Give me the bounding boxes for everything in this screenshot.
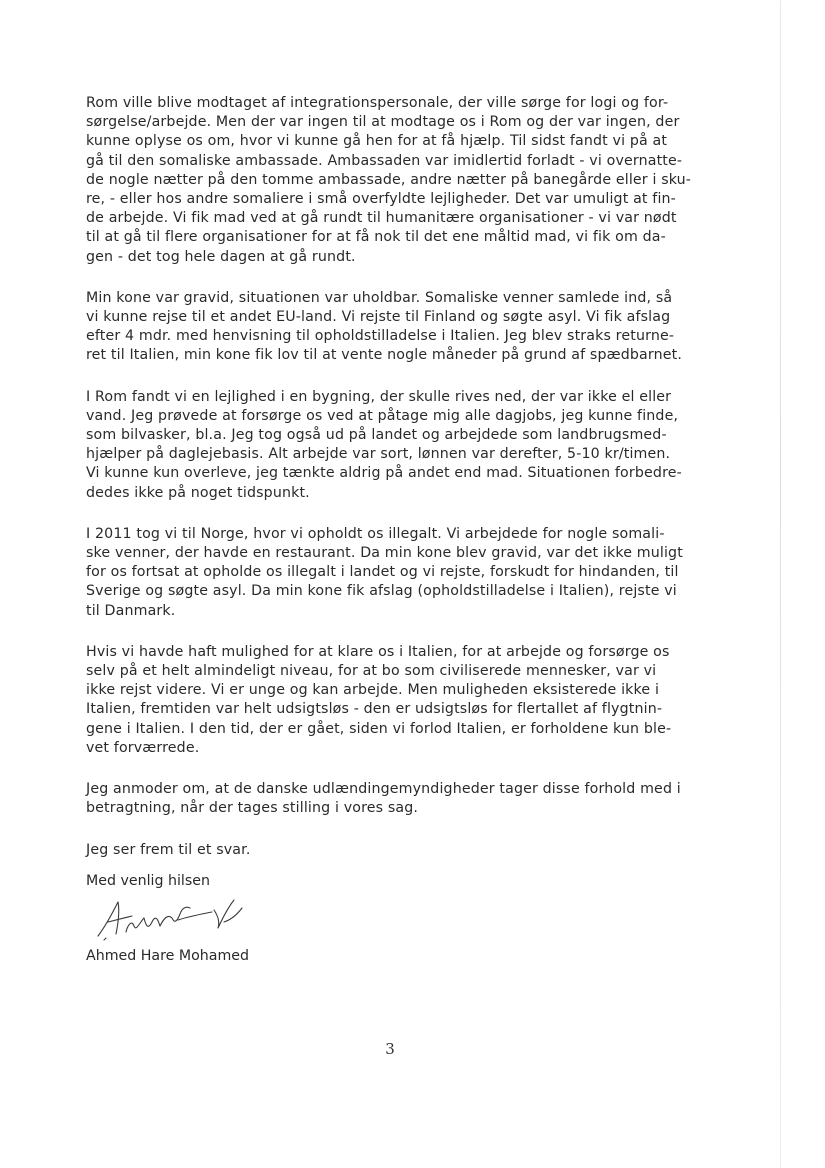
text-line: Min kone var gravid, situationen var uholdbar. Somaliske venner samlede ind, så: [86, 289, 673, 306]
paragraph: [86, 643, 726, 758]
text-line: sørgelse/arbejde. Men der var ingen til at modtage os i Rom og der var ingen, der: [86, 114, 680, 131]
text-line: ske venner, der havde en restaurant. Da min kone blev gravid, var det ikke muligt: [86, 545, 683, 562]
paragraph: [86, 289, 726, 366]
text-line: til Danmark.: [86, 602, 176, 619]
text-line: vand. Jeg prøvede at forsørge os ved at påtage mig alle dagjobs, jeg kunne finde,: [86, 407, 679, 424]
closing-salutation: Med venlig hilsen: [86, 873, 210, 889]
text-line: kunne oplyse os om, hvor vi kunne gå hen for at få hjælp. Til sidst fandt vi på at: [86, 133, 668, 150]
paragraph: [86, 780, 726, 818]
text-line: hjælper på daglejebasis. Alt arbejde var sort, lønnen var derefter, 5-10 kr/timen.: [86, 446, 671, 463]
text-line: Sverige og søgte asyl. Da min kone fik afslag (opholdstilladelse i Italien), rejste vi: [86, 583, 677, 600]
text-line: de arbejde. Vi fik mad ved at gå rundt til humanitære organisationer - vi var nødt: [86, 210, 677, 227]
text-line: I 2011 tog vi til Norge, hvor vi opholdt os illegalt. Vi arbejdede for nogle somali-: [86, 525, 665, 542]
text-line: I Rom fandt vi en lejlighed i en bygning, der skulle rives ned, der var ikke el eller: [86, 388, 672, 405]
text-line: betragtning, når der tages stilling i vores sag.: [86, 800, 419, 817]
paragraph: [86, 94, 726, 267]
text-line: Jeg ser frem til et svar.: [86, 841, 251, 858]
letter-body: [86, 94, 726, 882]
text-line: dedes ikke på noget tidspunkt.: [86, 484, 310, 501]
text-line: Hvis vi havde haft mulighed for at klare os i Italien, for at arbejde og forsørge os: [86, 643, 670, 660]
text-line: Vi kunne kun overleve, jeg tænkte aldrig på andet end mad. Situationen forbedre-: [86, 465, 682, 482]
text-line: ret til Italien, min kone fik lov til at vente nogle måneder på grund af spædbarnet.: [86, 347, 682, 364]
page-number: 3: [385, 1040, 395, 1058]
paragraph: [86, 841, 726, 860]
text-line: for os fortsat at opholde os illegalt i landet og vi rejste, forskudt for hindanden, til: [86, 564, 679, 581]
text-line: Italien, fremtiden var helt udsigtsløs - den er udsigtsløs for flertallet af flygtnin-: [86, 701, 663, 718]
text-line: gå til den somaliske ambassade. Ambassaden var imidlertid forladt - vi overnatte-: [86, 152, 683, 169]
signer-name: Ahmed Hare Mohamed: [86, 948, 250, 964]
scan-edge-line: [780, 0, 781, 1168]
paragraph: [86, 525, 726, 621]
text-line: selv på et helt almindeligt niveau, for at bo som civiliserede mennesker, var vi: [86, 663, 657, 680]
text-line: Rom ville blive modtaget af integrationspersonale, der ville sørge for logi og for-: [86, 95, 669, 111]
text-line: gene i Italien. I den tid, der er gået, siden vi forlod Italien, er forholdene kun ble-: [86, 720, 672, 737]
text-line: Jeg anmoder om, at de danske udlændingemyndigheder tager disse forhold med i: [86, 781, 681, 798]
handwritten-signature: [94, 892, 254, 944]
paragraph: [86, 388, 726, 503]
text-line: som bilvasker, bl.a. Jeg tog også ud på landet og arbejdede som landbrugsmed-: [86, 427, 667, 444]
text-line: de nogle nætter på den tomme ambassade, andre nætter på banegårde eller i sku-: [86, 171, 692, 188]
text-line: vi kunne rejse til et andet EU-land. Vi rejste til Finland og søgte asyl. Vi fik afslag: [86, 309, 671, 326]
text-line: re, - eller hos andre somaliere i små overfyldte lejligheder. Det var umuligt at fin-: [86, 191, 676, 208]
text-line: efter 4 mdr. med henvisning til opholdstilladelse i Italien. Jeg blev straks returne-: [86, 328, 675, 345]
text-line: til at gå til flere organisationer for at få nok til det ene måltid mad, vi fik om da-: [86, 229, 666, 246]
text-line: vet forværrede.: [86, 739, 200, 756]
text-line: gen - det tog hele dagen at gå rundt.: [86, 248, 356, 265]
text-line: ikke rejst videre. Vi er unge og kan arbejde. Men muligheden eksisterede ikke i: [86, 682, 660, 699]
